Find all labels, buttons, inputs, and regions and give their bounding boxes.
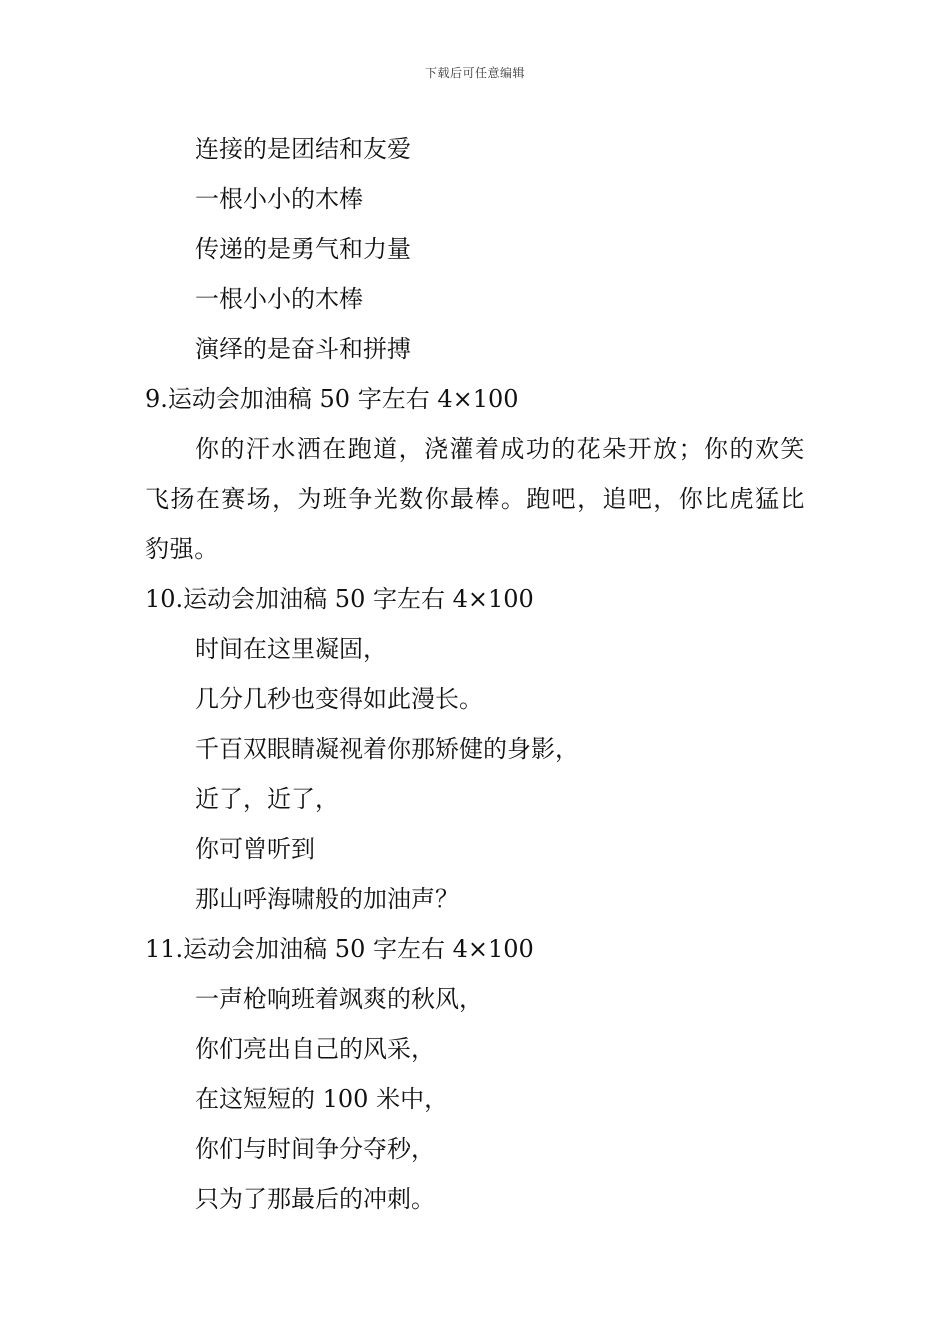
poem-line: 千百双眼睛凝视着你那矫健的身影， — [195, 735, 579, 763]
poem-block — [145, 124, 805, 374]
poem-line: 传递的是勇气和力量 — [195, 235, 411, 263]
poem-line: 演绎的是奋斗和拼搏 — [195, 335, 411, 363]
section-paragraph-9: 你的汗水洒在跑道，浇灌着成功的花朵开放；你的欢笑飞扬在赛场，为班争光数你最棒。跑吧，追吧，你比虎猛比豹强。 — [145, 435, 805, 563]
poem-line: 那山呼海啸般的加油声？ — [195, 885, 459, 913]
section-heading-10: 10.运动会加油稿 50 字左右 4×100 — [145, 585, 534, 613]
poem-line: 一根小小的木棒 — [195, 185, 363, 213]
section-heading-11: 11.运动会加油稿 50 字左右 4×100 — [145, 935, 534, 963]
poem-line: 你们亮出自己的风采， — [195, 1035, 435, 1063]
poem-line: 一声枪响班着飒爽的秋风， — [195, 985, 483, 1013]
section-11-poem — [145, 974, 805, 1224]
poem-line: 只为了那最后的冲刺。 — [195, 1185, 435, 1213]
poem-line: 在这短短的 100 米中， — [195, 1085, 449, 1113]
poem-line: 几分几秒也变得如此漫长。 — [195, 685, 483, 713]
poem-line: 你可曾听到 — [195, 835, 315, 863]
poem-line: 时间在这里凝固， — [195, 635, 387, 663]
poem-line: 你们与时间争分夺秒， — [195, 1135, 435, 1163]
poem-line: 近了，近了， — [195, 785, 339, 813]
section-10-poem — [145, 624, 805, 924]
page-header: 下载后可任意编辑 — [424, 66, 525, 80]
poem-line: 连接的是团结和友爱 — [195, 135, 411, 163]
poem-line: 一根小小的木棒 — [195, 285, 363, 313]
document-body — [145, 124, 805, 1224]
section-heading-9: 9.运动会加油稿 50 字左右 4×100 — [145, 385, 519, 413]
